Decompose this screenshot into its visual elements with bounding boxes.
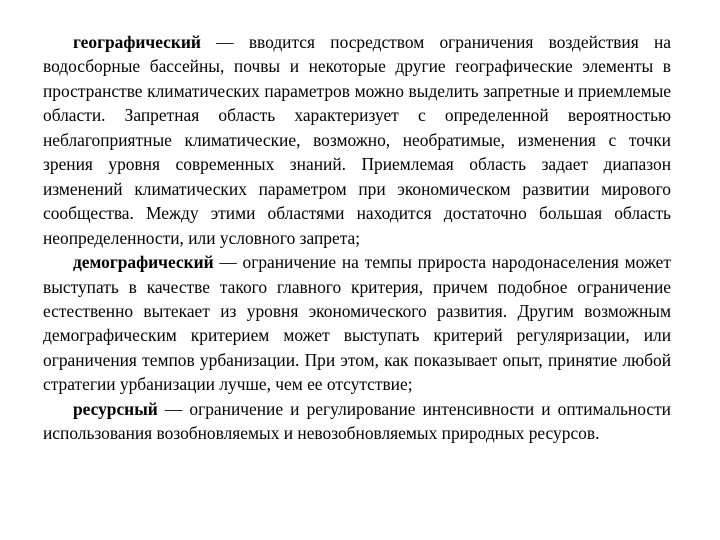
term-geographic: географический (73, 32, 201, 52)
paragraph-resource-text: — ограничение и регулирование интенсивности и оптимальности использования возобновляемых и невозобновляемых природных ресурсов. (43, 398, 671, 444)
paragraph-demographic-text: — ограничение на темпы прироста народонаселения может выступать в качестве такого главного критерия, причем подобное ограничение естественно вытекает из уровня экономического развития. Другим возможным демографическим критерием может выступать критерий регуляризации, или ограничения темпов урбанизации. При этом, как показывает опыт, принятие любой стратегии урбанизации лучше, чем ее отсутствие; (43, 252, 671, 395)
paragraph-geographic (43, 30, 671, 250)
document-page (43, 30, 671, 446)
paragraph-resource (43, 397, 671, 446)
paragraph-geographic-text: — вводится посредством ограничения воздействия на водосборные бассейны, почвы и некоторые другие географические элементы в пространстве климатических параметров можно выделить запретные и приемлемые области. Запретная область характеризует с определенной вероятностью неблагоприятные климатические, возможно, необратимые, изменения с точки зрения уровня современных знаний. Приемлемая область задает диапазон изменений климатических параметром при экономическом развитии мирового сообщества. Между этими областями находится достаточно большая область неопределенности, или условного запрета; (43, 32, 671, 248)
paragraph-demographic (43, 250, 671, 397)
term-demographic: демографический (73, 252, 214, 273)
term-resource: ресурсный (73, 398, 158, 419)
